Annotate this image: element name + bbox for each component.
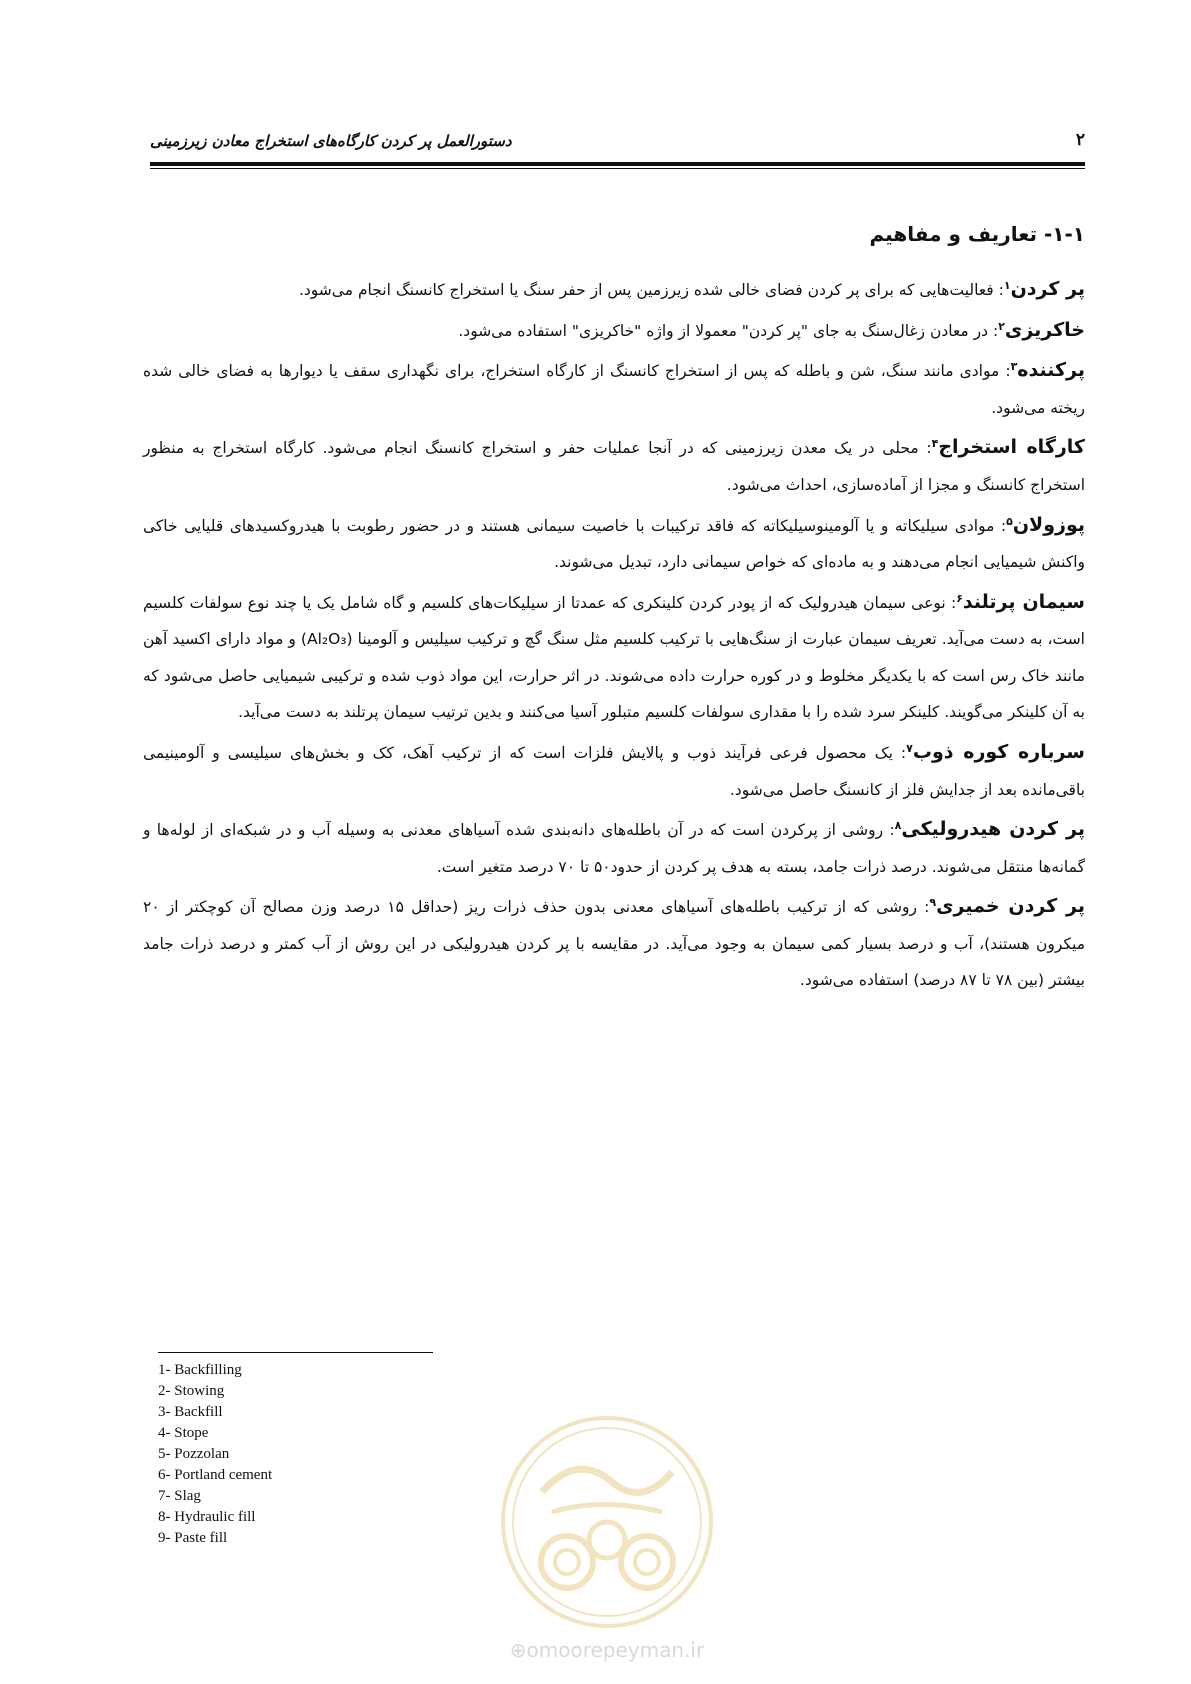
page-header: [150, 128, 1085, 162]
main-content: [143, 218, 1085, 999]
footnote-item: 4- Stope: [158, 1425, 209, 1441]
definition-term: پوزولان: [1012, 513, 1085, 536]
definition-term: سرباره کوره ذوب: [912, 741, 1085, 764]
footnote-ref: ۹: [929, 896, 937, 910]
globe-icon: ⊕: [509, 1638, 527, 1662]
definition-term: پرکننده: [1017, 359, 1085, 382]
footnote-ref: ۱: [1003, 279, 1011, 292]
definition-entry: [143, 349, 1085, 426]
header-rule-thin: [150, 168, 1085, 169]
footnote-ref: ۸: [894, 819, 902, 833]
definition-text: : روشی که از ترکیب باطله‌های آسیاهای معدنی بدون حذف ذرات ریز (حداقل ۱۵ درصد وزن مصالح آن کوچکتر از ۲۰ میکرون هستند)، آب و درصد بسیار کمی سیمان به وجود می‌آید. در مقایسه با پر کردن هیدرولیکی در این روش از آب کمتر و درصد ذرات جامد بیشتر (بین ۷۸ تا ۸۷ درصد) استفاده می‌شود.: [143, 898, 1085, 990]
footnote-item: 8- Hydraulic fill: [158, 1509, 256, 1525]
definition-term: سیمان پرتلند: [962, 590, 1085, 613]
footnote-item: 6- Portland cement: [158, 1467, 273, 1483]
footnote-ref: ۴: [931, 437, 939, 451]
definition-entry: [143, 309, 1085, 350]
watermark: [482, 1412, 732, 1672]
watermark-seal-icon: [482, 1412, 732, 1632]
definition-term: پر کردن هیدرولیکی: [901, 818, 1085, 841]
footnote-item: 7- Slag: [158, 1488, 201, 1504]
footnote-ref: ۳: [1010, 360, 1018, 374]
definition-term: خاکریزی: [1004, 318, 1085, 341]
definition-text: : یک محصول فرعی فرآیند ذوب و پالایش فلزات است که از ترکیب آهک، کک و بخش‌های سیلیسی و آلومینیمی باقی‌مانده بعد از جدایش فلز از کانسنگ حاصل می‌شود.: [143, 744, 1085, 799]
definition-entry: [143, 885, 1085, 999]
footnote-item: 9- Paste fill: [158, 1530, 228, 1546]
definition-term: کارگاه استخراج: [938, 436, 1085, 459]
footnote-ref: ۲: [998, 319, 1005, 333]
footnote-ref: ۵: [1006, 514, 1013, 528]
footnote-item: 3- Backfill: [158, 1404, 223, 1420]
header-rule-thick: [150, 162, 1085, 166]
running-title: دستورالعمل پر کردن کارگاه‌های استخراج معادن زیرزمینی: [150, 132, 512, 150]
definition-term: پر کردن: [1010, 278, 1085, 301]
footnote-item: 2- Stowing: [158, 1383, 225, 1399]
footnote-item: 5- Pozzolan: [158, 1446, 230, 1462]
definition-entry: [143, 731, 1085, 808]
footnote-item: 1- Backfilling: [158, 1362, 242, 1378]
section-title: ۱-۱- تعاریف و مفاهیم: [869, 222, 1085, 246]
definition-term: پر کردن خمیری: [936, 895, 1085, 918]
page-number: ۲: [1075, 130, 1085, 150]
definition-text: : نوعی سیمان هیدرولیک که از پودر کردن کلینکری که عمدتا از سیلیکات‌های کلسیم و گاه شامل یک یا چند نوع سولفات کلسیم است، به دست می‌آید. تعریف سیمان عبارت از سنگ‌هایی با ترکیب کلسیم مثل سنگ گچ و ترکیب سیلیس و آلومینا (Al₂O₃) و مواد دارای اکسید آهن مانند خاک رس است که با یکدیگر مخلوط و در کوره حرارت داده می‌شوند. در اثر حرارت، این مواد ذوب شده و ترکیبی شیمیایی حاصل می‌شود که به آن کلینکر می‌گویند. کلینکر سرد شده را با مقداری سولفات کلسیم متبلور آسیا می‌کنند و بدین ترتیب سیمان پرتلند به دست می‌آید.: [143, 593, 1085, 722]
footnote-ref: ۷: [906, 741, 913, 755]
footnotes: [158, 1360, 272, 1549]
footnote-rule: [158, 1352, 433, 1353]
definition-text: : در معادن زغال‌سنگ به جای "پر کردن" معمولا از واژه "خاکریزی" استفاده می‌شود.: [458, 321, 999, 340]
definition-text: : روشی از پرکردن است که در آن باطله‌های دانه‌بندی شده آسیاهای معدنی به وسیله آب و در شبکه‌ای از لوله‌ها و گمانه‌ها منتقل می‌شوند. درصد ذرات جامد، بسته به هدف پر کردن از حدود۵۰ تا ۷۰ درصد متغیر است.: [143, 821, 1085, 876]
definition-text: : موادی سیلیکاته و یا آلومینوسیلیکاته که فاقد ترکیبات با خاصیت سیمانی هستند و در حضور رطوبت با هیدروکسیدهای قلیایی خاکی واکنش شیمیایی انجام می‌دهند و به ماده‌ای که خواص سیمانی دارد، تبدیل می‌شوند.: [143, 516, 1085, 572]
definition-entry: [143, 504, 1085, 581]
footnote-ref: ۶: [956, 591, 963, 605]
definition-entry: [143, 426, 1085, 503]
definition-entry: [143, 581, 1085, 731]
definition-text: : محلی در یک معدن زیرزمینی که در آنجا عملیات حفر و استخراج کانسنگ انجام می‌شود. کارگاه استخراج به منظور استخراج کانسنگ و مجزا از آماده‌سازی، احداث می‌شود.: [143, 439, 1085, 495]
definition-text: : فعالیت‌هایی که برای پر کردن فضای خالی شده زیرزمین پس از حفر سنگ یا استخراج کانسنگ انجام می‌شود.: [298, 281, 1004, 300]
definition-entry: [143, 268, 1085, 309]
watermark-url: ⊕omoorepeyman.ir: [509, 1638, 705, 1662]
definition-text: : موادی مانند سنگ، شن و باطله که پس از استخراج کانسنگ از کارگاه استخراج، برای نگهداری سقف یا دیوارها به فضای خالی شده ریخته می‌شود.: [143, 362, 1085, 417]
definition-entry: [143, 808, 1085, 885]
